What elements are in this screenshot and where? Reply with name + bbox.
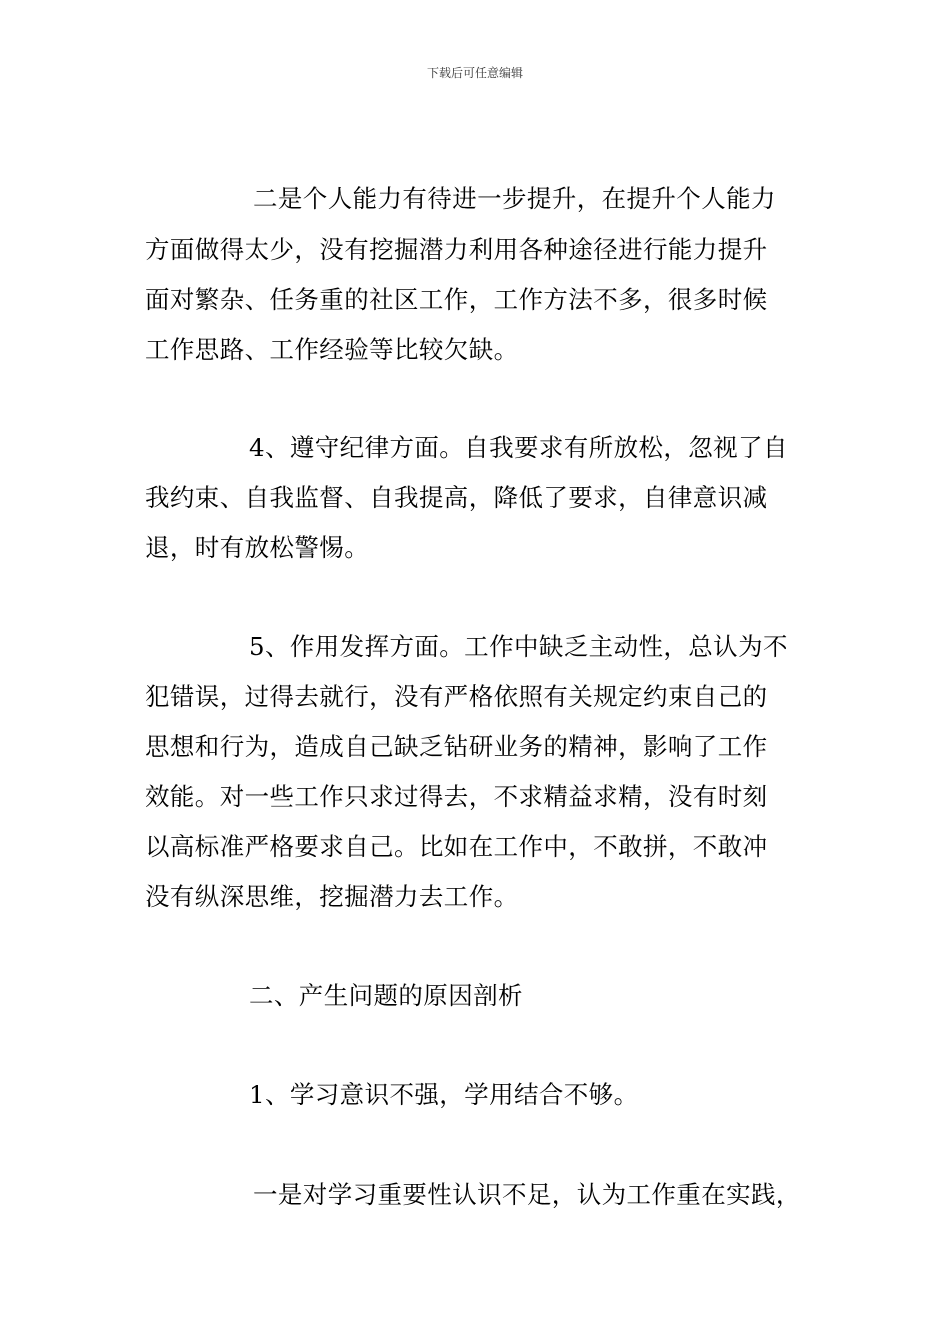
page-header: 下载后可任意编辑 <box>426 66 523 80</box>
section-heading: 二、产生问题的原因剖析 <box>249 981 523 1010</box>
paragraph-1-line-2: 方面做得太少，没有挖掘潜力利用各种途径进行能力提升 <box>145 235 768 264</box>
paragraph-3-line-3: 思想和行为，造成自己缺乏钻研业务的精神，影响了工作 <box>145 732 768 761</box>
paragraph-3-line-6: 没有纵深思维，挖掘潜力去工作。 <box>145 882 519 911</box>
paragraph-1-line-1: 二是个人能力有待进一步提升，在提升个人能力 <box>253 184 776 213</box>
paragraph-2-line-3: 退，时有放松警惕。 <box>145 533 370 562</box>
paragraph-2-line-1: 4、遵守纪律方面。自我要求有所放松，忽视了自 <box>249 433 788 462</box>
paragraph-2-line-2: 我约束、自我监督、自我提高，降低了要求，自律意识减 <box>145 483 768 512</box>
paragraph-4-line-1: 一是对学习重要性认识不足，认为工作重在实践， <box>253 1180 801 1209</box>
paragraph-1-line-4: 工作思路、工作经验等比较欠缺。 <box>145 335 519 364</box>
subsection-heading: 1、学习意识不强，学用结合不够。 <box>249 1080 639 1109</box>
paragraph-3-line-4: 效能。对一些工作只求过得去，不求精益求精，没有时刻 <box>145 782 768 811</box>
paragraph-3-line-1: 5、作用发挥方面。工作中缺乏主动性，总认为不 <box>249 632 788 661</box>
paragraph-1-line-3: 面对繁杂、任务重的社区工作，工作方法不多，很多时候 <box>145 285 768 314</box>
paragraph-3-line-2: 犯错误，过得去就行，没有严格依照有关规定约束自己的 <box>145 682 768 711</box>
paragraph-3-line-5: 以高标准严格要求自己。比如在工作中，不敢拼，不敢冲 <box>145 832 768 861</box>
